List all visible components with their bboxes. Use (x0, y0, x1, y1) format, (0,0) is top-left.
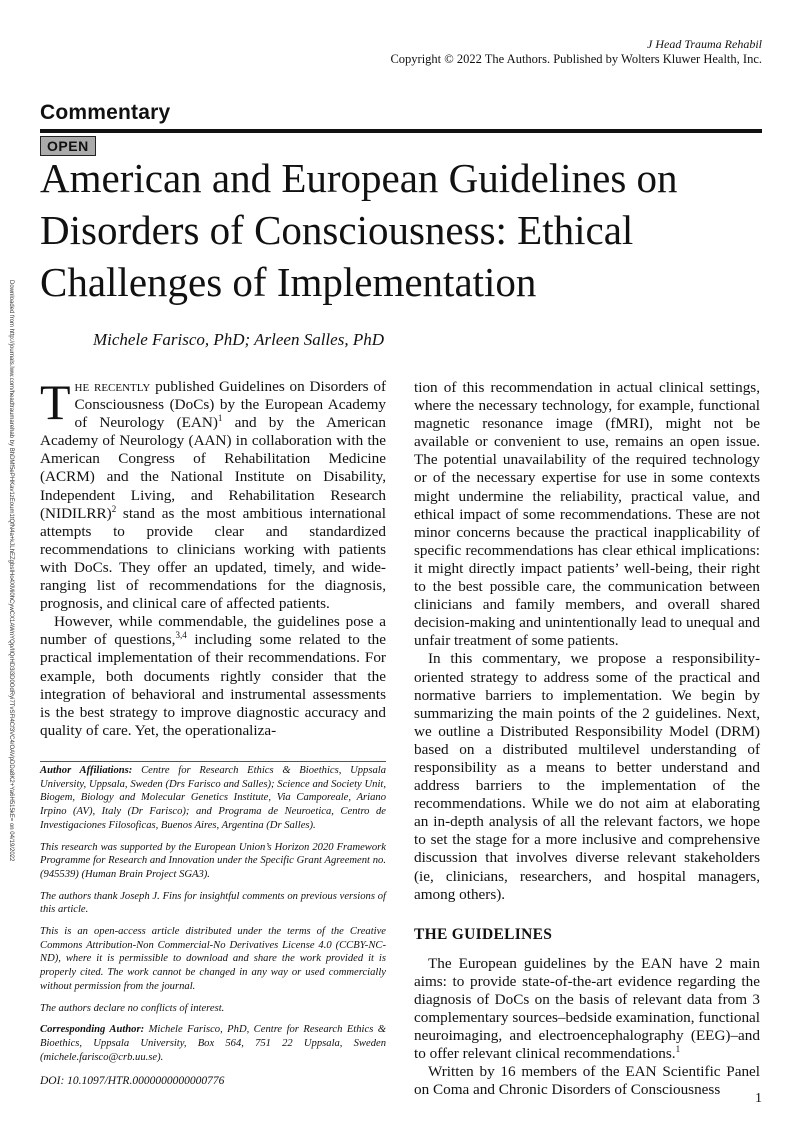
corresponding-note (40, 1023, 386, 1064)
intro-text-2: and by the American Academy of Neurology (AAN) in collaboration with the American Congress of Rehabilitation Medicine (ACRM) and the National Institute on Disability, Independent Living, and Rehabilitation Research (NIDILRR) (40, 414, 386, 522)
page-number: 1 (755, 1091, 762, 1106)
section-rule (40, 129, 762, 133)
ref-3-4: 3,4 (175, 630, 187, 641)
affiliations-note (40, 762, 386, 833)
lead-in-smallcaps: he recently (74, 378, 151, 395)
intro-paragraph (40, 374, 386, 613)
right-column (414, 379, 760, 1100)
download-stamp (4, 280, 18, 880)
funding-note: This research was supported by the European Union’s Horizon 2020 Framework Programme for Research and Innovation under the Specific Grant Agreement no. (945539) (Human Brain Project SGA3). (40, 841, 386, 880)
drop-cap: T (40, 374, 71, 430)
intro-text: published Guidelines on Disorders of Consciousness (DoCs) by the European Academy of Neurology (EAN) (74, 378, 386, 432)
p2-text: However, while commendable, the guidelines pose a number of questions, (40, 613, 386, 649)
affiliations-text: Centre for Research Ethics & Bioethics, Uppsala University, Uppsala, Sweden (Drs Farisco and Salles); Science and Society Unit, Biogem, Biology and Molecular Genetics Institute, Via Camporeale, Ariano Irpino (AV), Italy (Dr Farisco); and Programa de Neuroetica, Centro de Investigaciones Filosoficas, Buenos Aires, Argentina (Dr Salles). (40, 765, 387, 831)
intro-text-3: stand as the most ambitious international attempts to provide clear and standardized recommendations to clinicians working with patients with DoCs. They offer an updated, timely, and wide-ranging list of recommendations for the diagnosis, prognosis, and clinical care of affected patients. (40, 504, 386, 613)
ref-1b: 1 (675, 1044, 681, 1055)
continued-paragraph: tion of this recommendation in actual clinical settings, where the necessary technology, for example, functional magnetic resonance image (fMRI), might not be available or convenient to use, remains an open issue. The potential unavailability of the required technology or of the necessary expertise for use in some contexts might undermine the reliability, practical value, and ethical impact of some recommendations. These are not minor concerns because the practical inapplicability of specific recommendations has clear ethical implications: it might directly impact patients’ well-being, their right to the best possible care, the communication between clinicians and family members, and overall shared decision-making and unintentionally lead to unequal and unfair treatment of some patients. (414, 379, 760, 650)
open-access-badge: OPEN (40, 136, 96, 156)
written-by-paragraph: Written by 16 members of the EAN Scientific Panel on Coma and Chronic Disorders of Consciousness (414, 1063, 760, 1099)
author-list: Michele Farisco, PhD; Arleen Salles, PhD (93, 330, 384, 349)
footnotes (40, 761, 386, 1072)
download-stamp-text: Downloaded from http://journals.lww.com/headtraumarehab by BhDMf5ePHKav1zEoum1tQfN4a+kJLhEZgbsIHo4XMi0hCywCX1AWnYQp/IlQrHD3i3D0OdRyi7TvSFl4Cf3VC4/OAVpDDa8K2+Ya6H515kE= on 04/19/2022 (8, 280, 14, 862)
guidelines-text: The European guidelines by the EAN have 2 main aims: to provide state-of-the-art evidence regarding the diagnosis of DoCs on the basis of relevant data from 3 complementary sources–bedside examination, functional neuroimaging, and electroencephalography (EEG)–and to offer relevant clinical recommendations. (414, 954, 760, 1063)
affiliations-label: Author Affiliations: (40, 765, 133, 776)
corresponding-text: Michele Farisco, PhD, Centre for Research Ethics & Bioethics, Uppsala University, Box 564, 751 22 Uppsala, Sweden (michele.farisco@crb.uu.se). (40, 1024, 386, 1063)
section-label: Commentary (40, 101, 171, 124)
license-note: This is an open-access article distributed under the terms of the Creative Commons Attribution-Non Commercial-No Derivatives License 4.0 (CCBY-NC-ND), where it is permissible to download and share the work provided it is properly cited. The work cannot be changed in any way or used commercially without permission from the journal. (40, 926, 386, 992)
copyright-line: Copyright © 2022 The Authors. Published by Wolters Kluwer Health, Inc. (390, 52, 762, 66)
section-heading-guidelines: THE GUIDELINES (414, 925, 553, 943)
journal-name: J Head Trauma Rehabil (647, 37, 762, 51)
conflicts-note: The authors declare no conflicts of interest. (40, 1002, 225, 1014)
guidelines-paragraph (414, 955, 760, 1064)
left-column (40, 374, 387, 740)
ref-2: 2 (111, 503, 117, 514)
second-paragraph (40, 613, 386, 740)
article-title: American and European Guidelines on Disorders of Consciousness: Ethical Challenges of Implementation (40, 155, 678, 305)
ref-1: 1 (217, 413, 223, 424)
doi[interactable]: DOI: 10.1097/HTR.0000000000000776 (40, 1075, 225, 1087)
commentary-paragraph: In this commentary, we propose a responsibility-oriented strategy to address some of the practical and normative barriers to implementation. We begin by summarizing the main points of the 2 guidelines. Next, we outline a Distributed Responsibility Model (DRM) based on a distributed multilevel understanding of responsibility as a means to better understand and address barriers to the implementation of the recommendations. While we do not aim at elaborating an in-depth analysis of all the relevant factors, we hope to set the stage for a more inclusive and comprehensive discussion that involves diverse relevant stakeholders (ie, clinicians, researchers, and hospital managers, among others). (414, 650, 760, 903)
p2-text-2: including some related to the practical implementation of their recommendations. For example, both documents rightly consider that the integration of behavioral and instrumental assessments is the best strategy to improve diagnostic accuracy and quality of care. Yet, the operationaliza- (40, 631, 387, 739)
corresponding-label: Corresponding Author: (40, 1024, 145, 1036)
thanks-note: The authors thank Joseph J. Fins for insightful comments on previous versions of this article. (40, 890, 386, 916)
